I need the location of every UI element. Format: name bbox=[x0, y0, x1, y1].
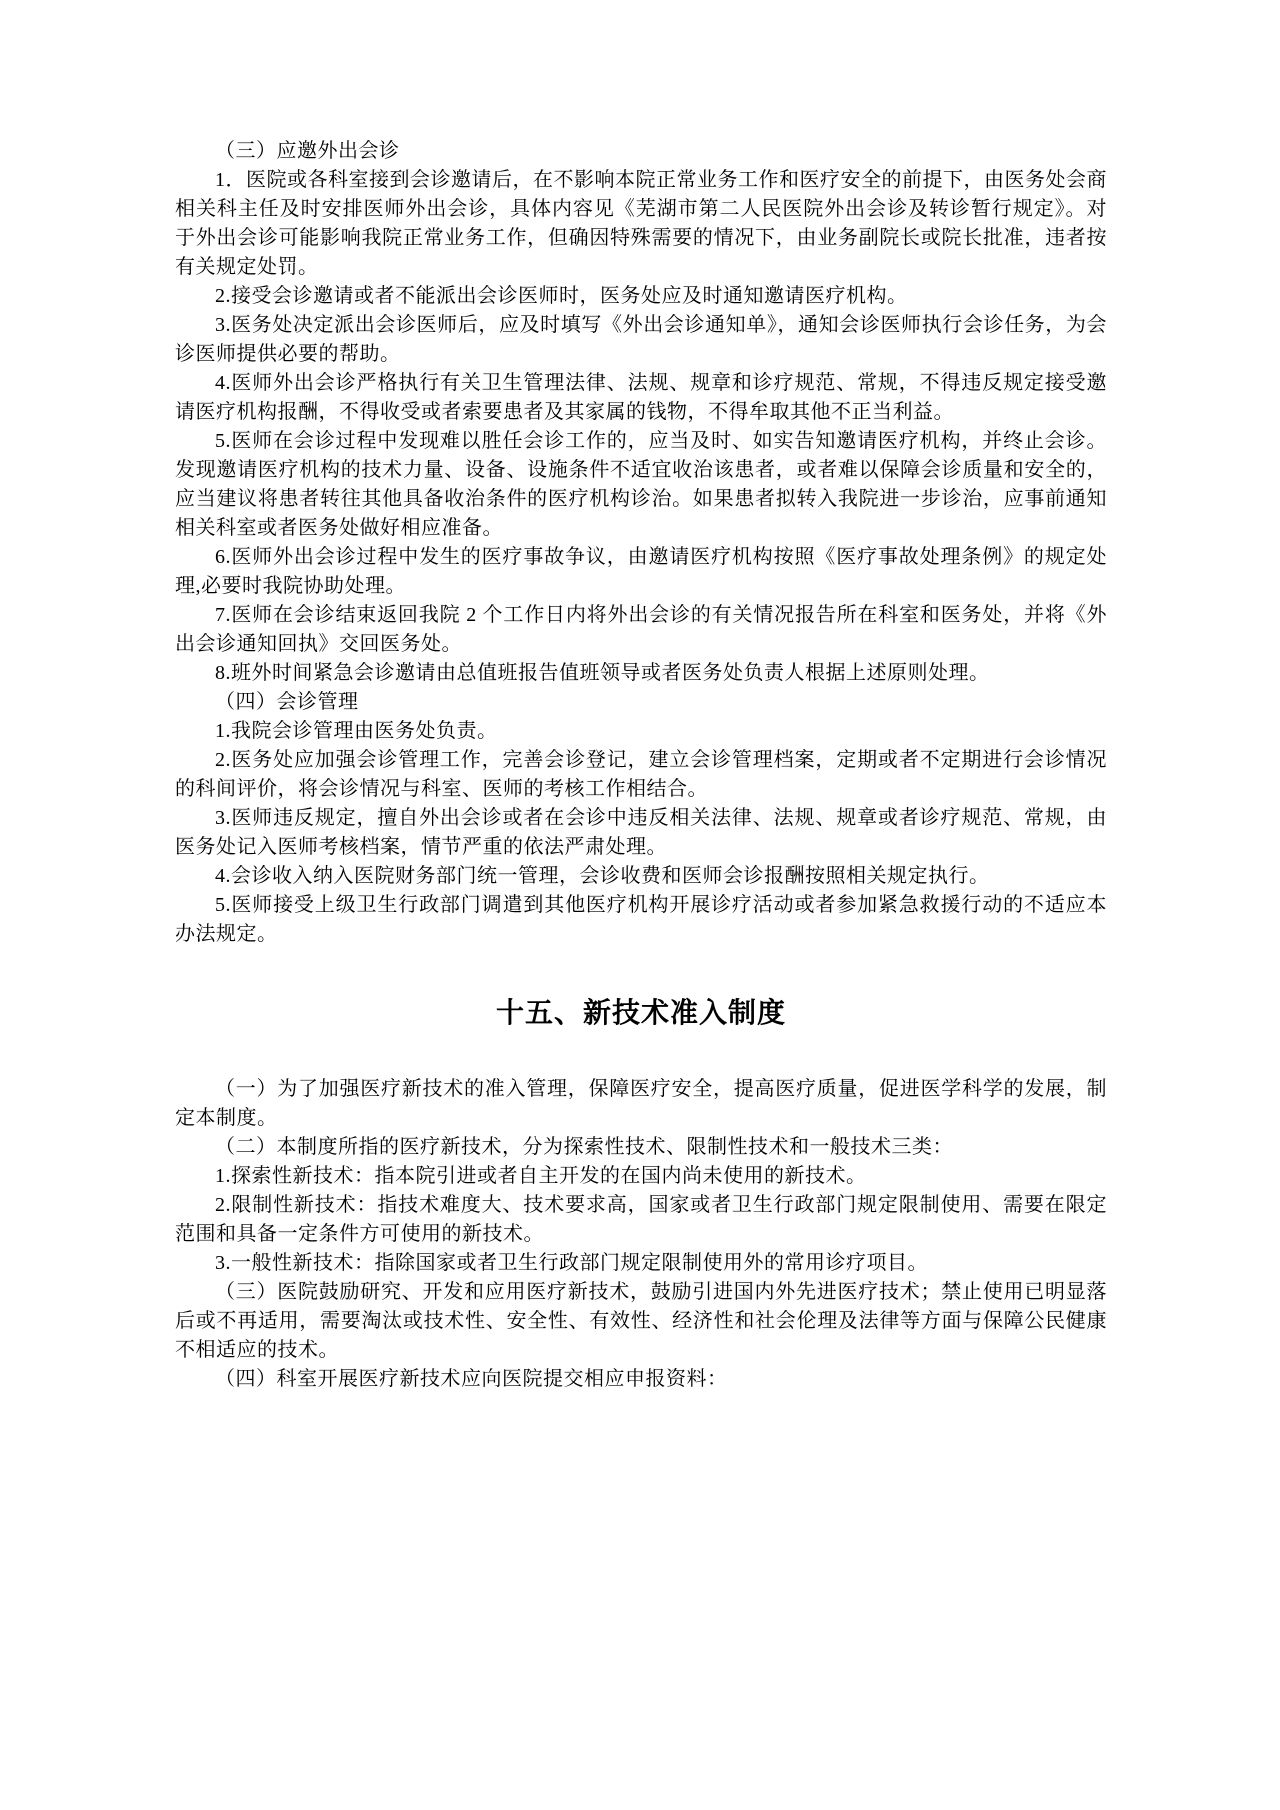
consultation-section bbox=[175, 137, 1107, 949]
paragraph: 1．医院或各科室接到会诊邀请后，在不影响本院正常业务工作和医疗安全的前提下，由医务处会商相关科主任及时安排医师外出会诊，具体内容见《芜湖市第二人民医院外出会诊及转诊暂行规定》。对于外出会诊可能影响我院正常业务工作，但确因特殊需要的情况下，由业务副院长或院长批准，违者按有关规定处罚。 bbox=[175, 169, 1107, 278]
paragraph: （四）会诊管理 bbox=[215, 691, 359, 713]
paragraph: （二）本制度所指的医疗新技术，分为探索性技术、限制性技术和一般技术三类： bbox=[215, 1136, 953, 1158]
paragraph: 4.医师外出会诊严格执行有关卫生管理法律、法规、规章和诊疗规范、常规，不得违反规定接受邀请医疗机构报酬，不得收受或者索要患者及其家属的钱物，不得牟取其他不正当利益。 bbox=[175, 372, 1107, 423]
paragraph: 7.医师在会诊结束返回我院 2 个工作日内将外出会诊的有关情况报告所在科室和医务处，并将《外出会诊通知回执》交回医务处。 bbox=[175, 604, 1107, 655]
paragraph: 5.医师接受上级卫生行政部门调遣到其他医疗机构开展诊疗活动或者参加紧急救援行动的不适应本办法规定。 bbox=[175, 894, 1107, 945]
paragraph: 5.医师在会诊过程中发现难以胜任会诊工作的，应当及时、如实告知邀请医疗机构，并终止会诊。发现邀请医疗机构的技术力量、设备、设施条件不适宜收治该患者，或者难以保障会诊质量和安全的，应当建议将患者转往其他具备收治条件的医疗机构诊治。如果患者拟转入我院进一步诊治，应事前通知相关科室或者医务处做好相应准备。 bbox=[175, 430, 1107, 539]
paragraph: （三）医院鼓励研究、开发和应用医疗新技术，鼓励引进国内外先进医疗技术；禁止使用已明显落后或不再适用，需要淘汰或技术性、安全性、有效性、经济性和社会伦理及法律等方面与保障公民健康不相适应的技术。 bbox=[175, 1281, 1107, 1361]
paragraph: 4.会诊收入纳入医院财务部门统一管理，会诊收费和医师会诊报酬按照相关规定执行。 bbox=[215, 865, 990, 887]
paragraph: 2.限制性新技术：指技术难度大、技术要求高，国家或者卫生行政部门规定限制使用、需要在限定范围和具备一定条件方可使用的新技术。 bbox=[175, 1194, 1107, 1245]
paragraph: 2.医务处应加强会诊管理工作，完善会诊登记，建立会诊管理档案，定期或者不定期进行会诊情况的科间评价，将会诊情况与科室、医师的考核工作相结合。 bbox=[175, 749, 1107, 800]
section-heading: 十五、新技术准入制度 bbox=[495, 997, 786, 1028]
paragraph: 3.一般性新技术：指除国家或者卫生行政部门规定限制使用外的常用诊疗项目。 bbox=[215, 1252, 928, 1274]
paragraph: （一）为了加强医疗新技术的准入管理，保障医疗安全，提高医疗质量，促进医学科学的发展，制定本制度。 bbox=[175, 1078, 1107, 1129]
paragraph: 3.医务处决定派出会诊医师后，应及时填写《外出会诊通知单》，通知会诊医师执行会诊任务，为会诊医师提供必要的帮助。 bbox=[175, 314, 1107, 365]
paragraph: 8.班外时间紧急会诊邀请由总值班报告值班领导或者医务处负责人根据上述原则处理。 bbox=[215, 662, 990, 684]
paragraph: 1.探索性新技术：指本院引进或者自主开发的在国内尚未使用的新技术。 bbox=[215, 1165, 867, 1187]
paragraph: （三）应邀外出会诊 bbox=[215, 140, 400, 162]
new-technology-section bbox=[175, 1075, 1107, 1394]
paragraph: 2.接受会诊邀请或者不能派出会诊医师时，医务处应及时通知邀请医疗机构。 bbox=[215, 285, 908, 307]
paragraph: 6.医师外出会诊过程中发生的医疗事故争议，由邀请医疗机构按照《医疗事故处理条例》的规定处理,必要时我院协助处理。 bbox=[175, 546, 1107, 597]
paragraph: 1.我院会诊管理由医务处负责。 bbox=[215, 720, 498, 742]
paragraph: （四）科室开展医疗新技术应向医院提交相应申报资料： bbox=[215, 1368, 728, 1390]
paragraph: 3.医师违反规定，擅自外出会诊或者在会诊中违反相关法律、法规、规章或者诊疗规范、常规，由医务处记入医师考核档案，情节严重的依法严肃处理。 bbox=[175, 807, 1107, 858]
